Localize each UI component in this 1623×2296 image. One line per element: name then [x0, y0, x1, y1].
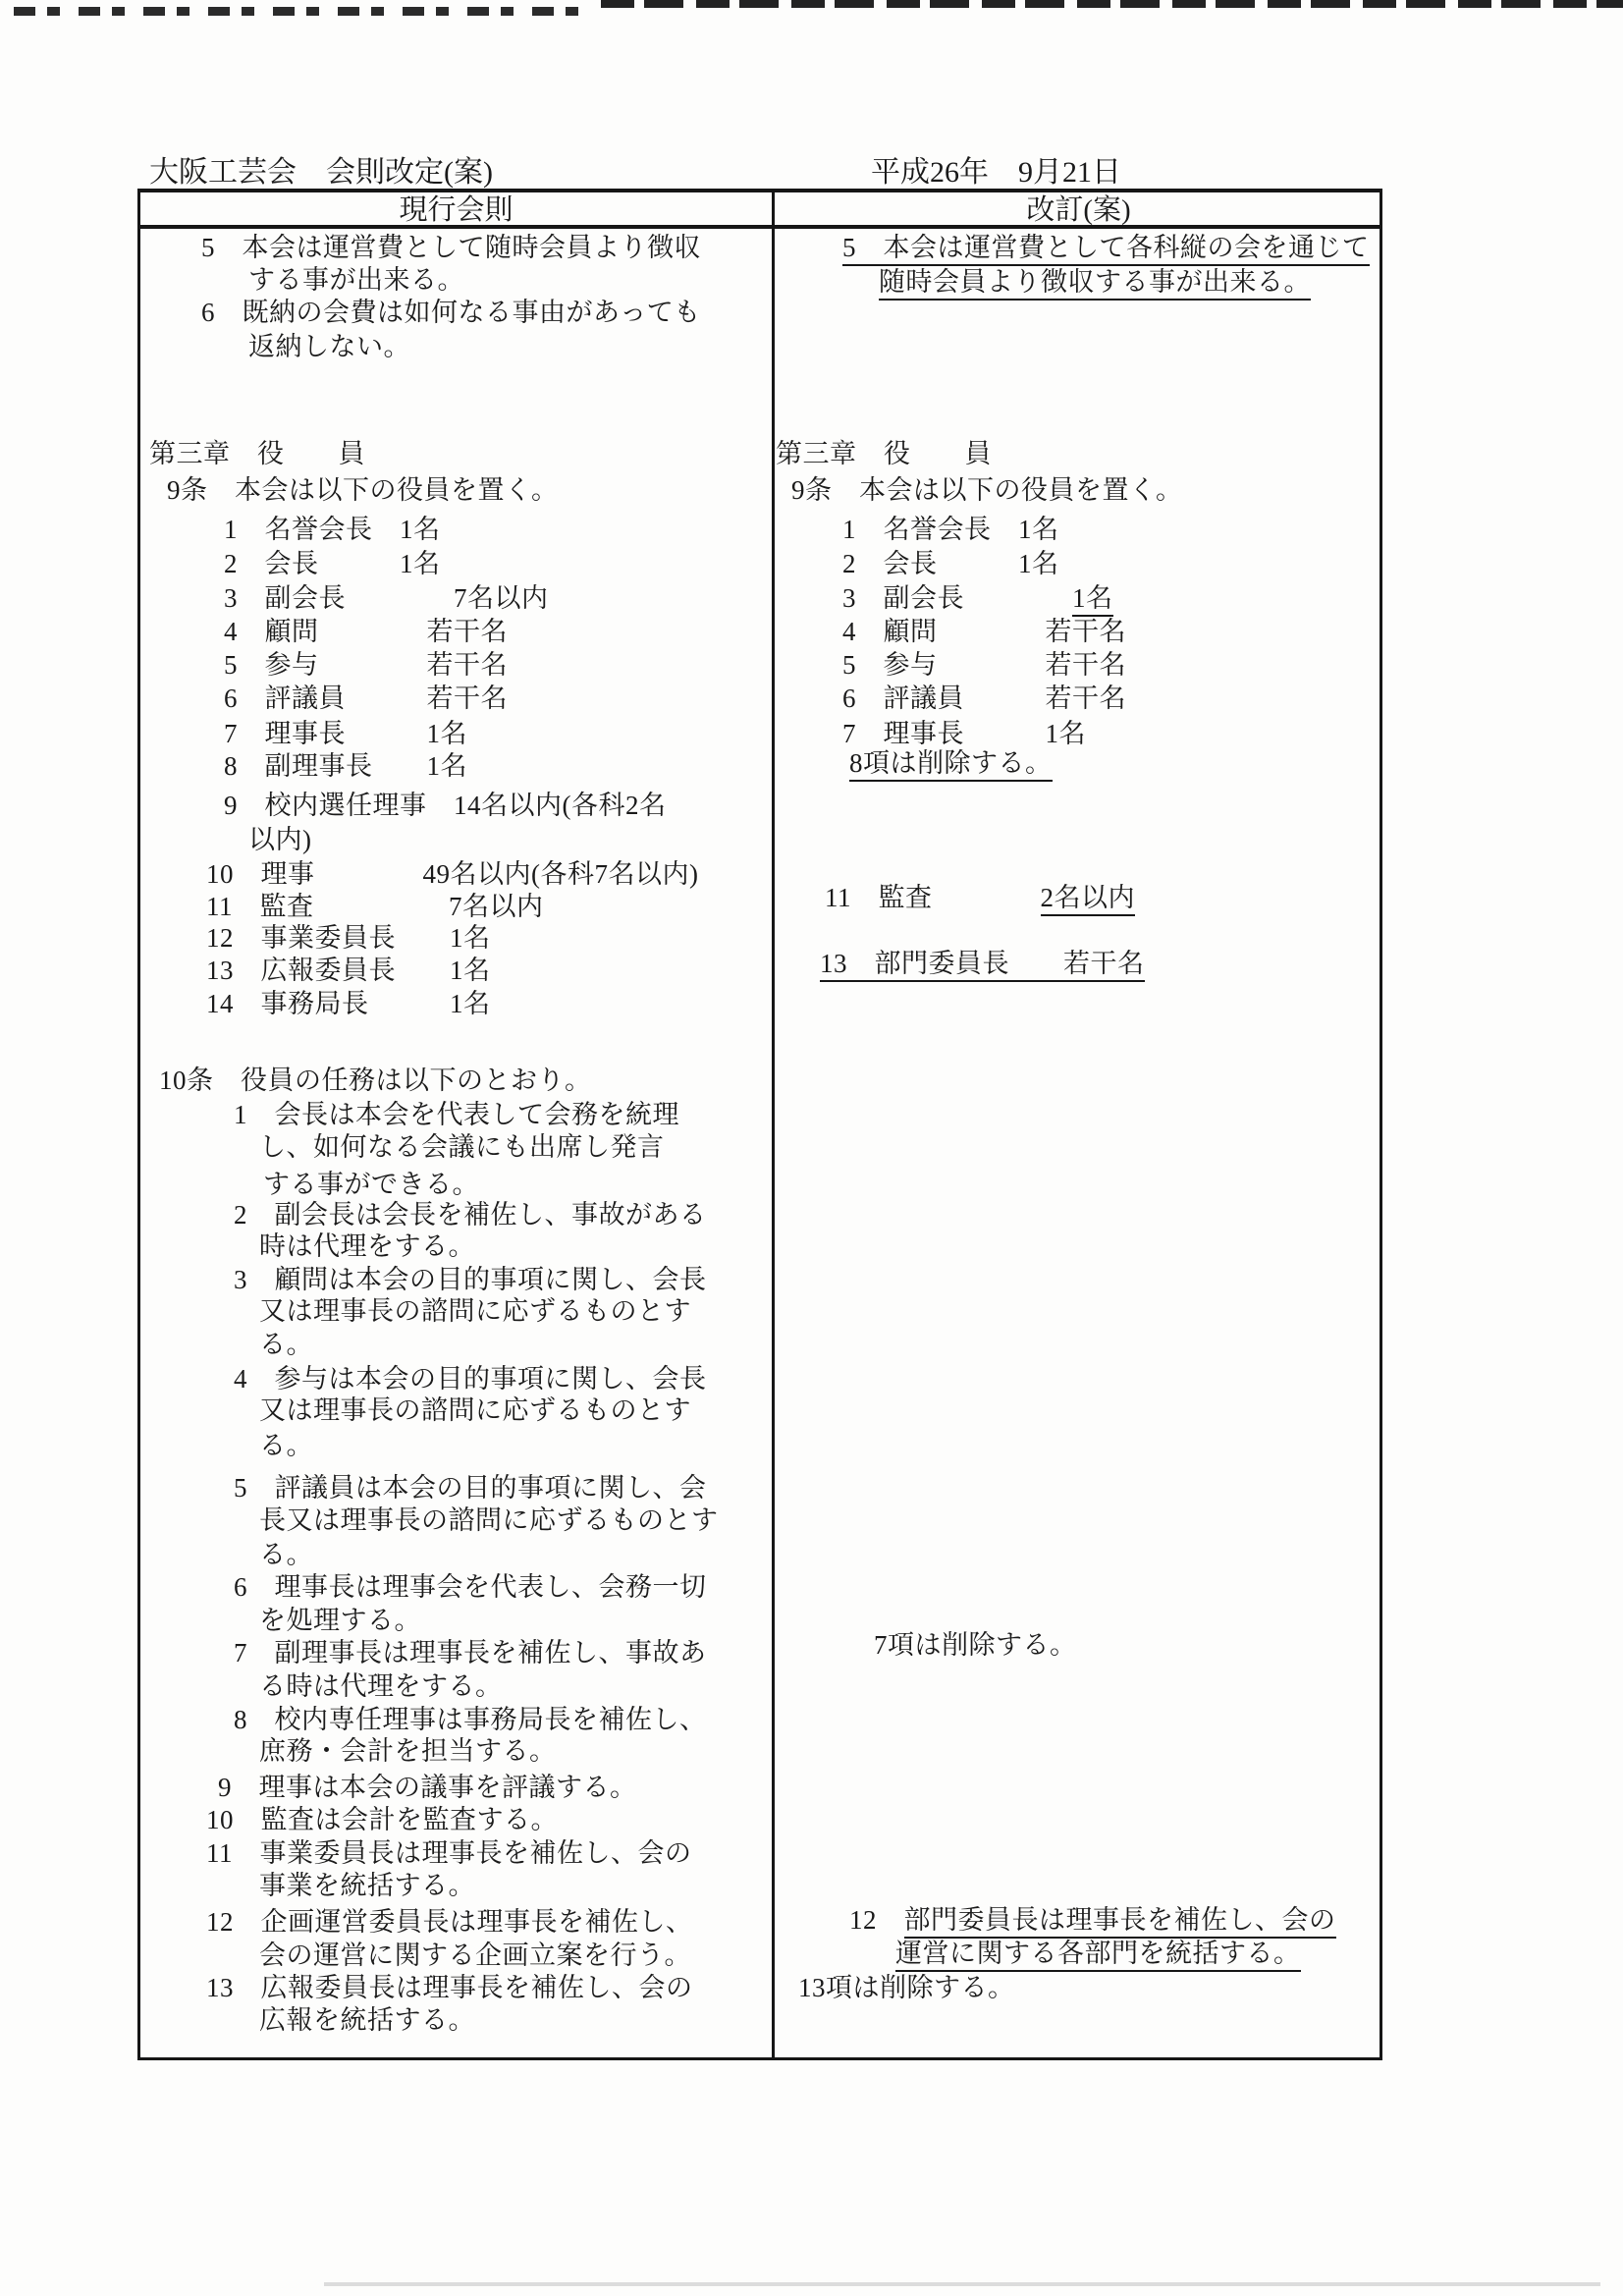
rule-text: を処理する。: [259, 1606, 421, 1635]
rule-text: 11 監査: [825, 883, 1041, 912]
rule-text: 又は理事長の諮問に応ずるものとす: [259, 1395, 691, 1425]
rule-text: 3 顧問は本会の目的事項に関し、会長: [234, 1265, 707, 1294]
rule-text: 7 副理事長は理事長を補佐し、事故あ: [234, 1638, 707, 1667]
revised-rules-line: [842, 515, 1059, 545]
current-rules-line: [206, 859, 698, 890]
revised-rules-line: [842, 617, 1126, 647]
current-rules-line: [263, 1170, 479, 1200]
rule-text: 庶務・会計を担当する。: [259, 1736, 557, 1766]
current-rules-line: [167, 475, 558, 506]
current-rules-line: [259, 1296, 691, 1327]
current-rules-line: [234, 1200, 707, 1230]
current-rules-line: [234, 1100, 679, 1130]
rule-text: 6 既納の会費は如何なる事由があっても: [201, 298, 701, 327]
column-header-current: 現行会則: [399, 193, 514, 226]
revised-rules-line: [849, 1905, 1336, 1936]
current-rules-line: [259, 1330, 313, 1360]
rule-text: 以内): [248, 825, 312, 854]
rule-text: 13項は削除する。: [798, 1973, 1015, 2002]
rule-text: 5 本会は運営費として随時会員より徴収: [201, 233, 701, 262]
rule-text: 4 顧問 若干名: [224, 617, 508, 646]
rule-text: る。: [259, 1431, 313, 1460]
current-rules-line: [259, 1431, 313, 1461]
current-rules-line: [224, 751, 467, 782]
current-rules-line: [224, 719, 467, 749]
rule-text: 5 参与 若干名: [224, 650, 508, 680]
current-rules-line: [259, 1606, 421, 1636]
current-rules-line: [259, 2005, 475, 2036]
scan-artifact-bottom: [324, 2282, 1600, 2286]
current-rules-line: [149, 439, 365, 469]
rule-text: 返納しない。: [248, 332, 410, 361]
rule-text: 13 広報委員長 1名: [206, 956, 491, 985]
current-rules-line: [224, 583, 549, 614]
underlined-revision-text: 5 本会は運営費として各科縦の会を通じて: [842, 233, 1370, 266]
current-rules-line: [234, 1265, 707, 1295]
rule-text: する事が出来る。: [248, 265, 464, 295]
document-title: 大阪工芸会 会則改定(案): [149, 156, 493, 189]
rule-text: 第三章 役 員: [149, 439, 365, 468]
rule-text: 3 副会長 7名以内: [224, 583, 549, 613]
document-date: 平成26年 9月21日: [871, 156, 1121, 189]
rule-text: 13 広報委員長は理事長を補佐し、会の: [206, 1973, 693, 2002]
current-rules-line: [206, 1838, 692, 1869]
revised-rules-line: [791, 475, 1182, 506]
rule-text: 事業を統括する。: [259, 1871, 475, 1900]
rule-text: 10 監査は会計を監査する。: [206, 1805, 558, 1834]
rule-text: 9条 本会は以下の役員を置く。: [167, 475, 559, 505]
current-rules-line: [224, 683, 508, 714]
underlined-revision-text: 部門委員長は理事長を補佐し、会の: [904, 1905, 1336, 1939]
rule-text: 時は代理をする。: [259, 1231, 475, 1261]
current-rules-line: [206, 989, 491, 1019]
rule-text: 9条 本会は以下の役員を置く。: [791, 475, 1183, 505]
rule-text: 会の運営に関する企画立案を行う。: [259, 1941, 691, 1970]
revised-rules-line: [849, 748, 1053, 779]
rule-text: 7 理事長 1名: [224, 719, 467, 748]
current-rules-line: [224, 791, 667, 821]
rule-text: 3 副会長: [842, 583, 1072, 613]
rule-text: し、如何なる会議にも出席し発言: [259, 1132, 665, 1162]
underlined-revision-text: 2名以内: [1041, 883, 1136, 916]
revised-rules-line: [798, 1973, 1015, 2003]
rule-text: 1 名誉会長 1名: [842, 515, 1059, 544]
rule-text: 6 評議員 若干名: [842, 683, 1126, 713]
underlined-revision-text: 8項は削除する。: [849, 748, 1053, 782]
current-rules-line: [206, 1973, 693, 2003]
table-header-rule: [137, 225, 1382, 229]
rule-text: 10 理事 49名以内(各科7名以内): [206, 859, 699, 889]
revised-rules-line: [842, 650, 1126, 681]
rule-text: 9 理事は本会の議事を評議する。: [218, 1773, 637, 1802]
current-rules-line: [224, 617, 508, 647]
current-rules-line: [206, 892, 544, 922]
revised-rules-line: [842, 549, 1059, 579]
current-rules-line: [248, 825, 312, 855]
current-rules-line: [206, 923, 491, 954]
current-rules-line: [248, 265, 464, 296]
revised-rules-line: [776, 439, 992, 469]
current-rules-line: [259, 1671, 503, 1702]
table-column-divider: [772, 189, 775, 2057]
current-rules-line: [234, 1364, 707, 1394]
current-rules-line: [259, 1132, 665, 1163]
scan-artifact-top-left: [14, 7, 588, 16]
revised-rules-line: [842, 233, 1370, 263]
rule-text: る。: [259, 1330, 313, 1359]
current-rules-line: [224, 515, 441, 545]
current-rules-line: [206, 1907, 693, 1938]
current-rules-line: [218, 1773, 637, 1803]
current-rules-line: [201, 298, 701, 328]
current-rules-line: [248, 332, 410, 362]
rule-text: 6 理事長は理事会を代表し、会務一切: [234, 1572, 707, 1602]
rule-text: 12: [849, 1905, 904, 1935]
revised-rules-line: [820, 949, 1145, 979]
current-rules-line: [206, 1805, 558, 1835]
rule-text: 11 監査 7名以内: [206, 892, 544, 921]
underlined-revision-text: 運営に関する各部門を統括する。: [895, 1939, 1301, 1972]
rule-text: 広報を統括する。: [259, 2005, 475, 2035]
current-rules-line: [234, 1572, 707, 1603]
rule-text: 5 参与 若干名: [842, 650, 1126, 680]
rule-text: 2 会長 1名: [842, 549, 1059, 578]
current-rules-line: [234, 1473, 707, 1503]
current-rules-line: [259, 1871, 475, 1901]
rule-text: 又は理事長の諮問に応ずるものとす: [259, 1296, 691, 1326]
rule-text: 2 会長 1名: [224, 549, 441, 578]
rule-text: る。: [259, 1540, 313, 1569]
rule-text: る時は代理をする。: [259, 1671, 503, 1701]
rule-text: 14 事務局長 1名: [206, 989, 491, 1018]
rule-text: 12 企画運営委員長は理事長を補佐し、: [206, 1907, 693, 1937]
rule-text: 6 評議員 若干名: [224, 683, 508, 713]
current-rules-line: [159, 1066, 592, 1096]
revised-rules-line: [895, 1939, 1301, 1969]
current-rules-line: [201, 233, 701, 263]
current-rules-line: [259, 1505, 719, 1536]
current-rules-line: [259, 1395, 691, 1426]
current-rules-line: [259, 1941, 691, 1971]
current-rules-line: [234, 1638, 707, 1668]
revised-rules-line: [874, 1630, 1077, 1661]
underlined-revision-text: 随時会員より徴収する事が出来る。: [879, 267, 1311, 301]
rule-text: 1 会長は本会を代表して会務を統理: [234, 1100, 679, 1129]
rule-text: 11 事業委員長は理事長を補佐し、会の: [206, 1838, 692, 1868]
revised-rules-line: [842, 719, 1086, 749]
rule-text: 2 副会長は会長を補佐し、事故がある: [234, 1200, 707, 1230]
underlined-revision-text: 13 部門委員長 若干名: [820, 949, 1145, 982]
revised-rules-line: [842, 683, 1126, 714]
rule-text: 10条 役員の任務は以下のとおり。: [159, 1066, 592, 1095]
rule-text: 長又は理事長の諮問に応ずるものとす: [259, 1505, 719, 1535]
rule-text: 7 理事長 1名: [842, 719, 1086, 748]
rule-text: 4 参与は本会の目的事項に関し、会長: [234, 1364, 707, 1394]
rule-text: 4 顧問 若干名: [842, 617, 1126, 646]
rule-text: 12 事業委員長 1名: [206, 923, 491, 953]
current-rules-line: [206, 956, 491, 986]
current-rules-line: [259, 1736, 557, 1767]
scan-artifact-top-right: [601, 0, 1623, 8]
rule-text: 1 名誉会長 1名: [224, 515, 441, 544]
rule-text: 第三章 役 員: [776, 439, 992, 468]
revised-rules-line: [825, 883, 1135, 913]
rule-text: 8 副理事長 1名: [224, 751, 467, 781]
rule-text: 9 校内選任理事 14名以内(各科2名: [224, 791, 667, 820]
current-rules-line: [259, 1540, 313, 1570]
revised-rules-line: [879, 267, 1311, 298]
current-rules-line: [234, 1705, 707, 1735]
column-header-revised: 改訂(案): [1026, 193, 1131, 226]
rule-text: 7項は削除する。: [874, 1630, 1077, 1660]
rule-text: 8 校内専任理事は事務局長を補佐し、: [234, 1705, 707, 1734]
current-rules-line: [224, 549, 441, 579]
underlined-revision-text: 1名: [1072, 583, 1113, 617]
revised-rules-line: [842, 583, 1113, 614]
rule-text: する事ができる。: [263, 1170, 479, 1199]
current-rules-line: [259, 1231, 475, 1262]
rule-text: 5 評議員は本会の目的事項に関し、会: [234, 1473, 707, 1503]
current-rules-line: [224, 650, 508, 681]
